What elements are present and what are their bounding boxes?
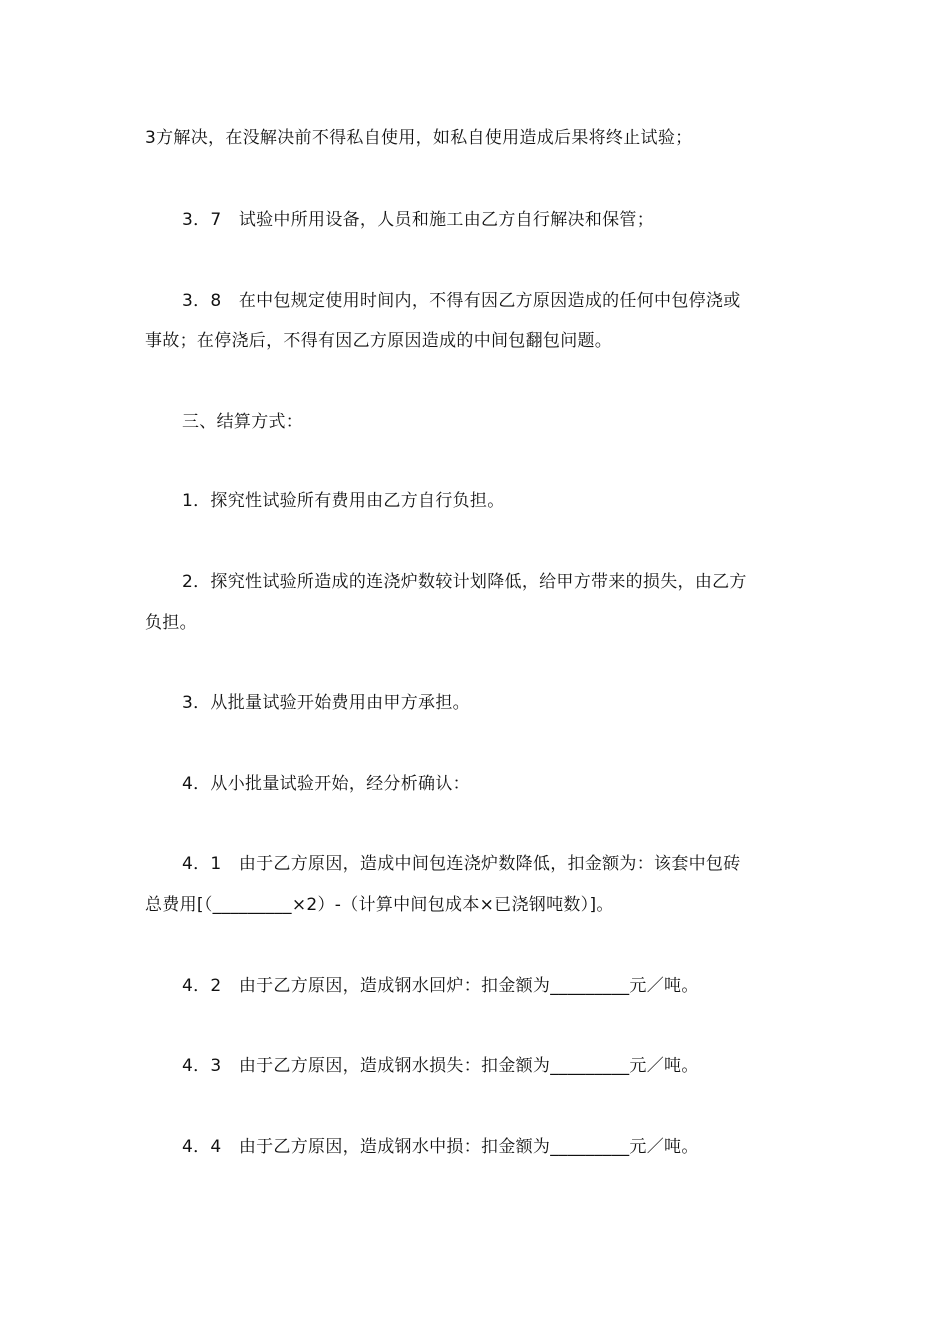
clause-3-7: 3．7 试验中所用设备，人员和施工由乙方自行解决和保管；: [182, 210, 655, 230]
clause-4-4: 4．4 由于乙方原因，造成钢水中损：扣金额为_________元／吨。: [182, 1137, 699, 1157]
clause-4-3: 4．3 由于乙方原因，造成钢水损失：扣金额为_________元／吨。: [182, 1056, 699, 1076]
section-heading-settlement: 三、结算方式：: [182, 412, 304, 432]
paragraph-line: 3方解决，在没解决前不得私自使用，如私自使用造成后果将终止试验；: [145, 128, 693, 148]
paragraph-line: 事故；在停浇后，不得有因乙方原因造成的中间包翻包问题。: [145, 331, 613, 351]
clause-4-2: 4．2 由于乙方原因，造成钢水回炉：扣金额为_________元／吨。: [182, 976, 699, 996]
item-1: 1．探究性试验所有费用由乙方自行负担。: [182, 491, 505, 511]
clause-3-8: 3．8 在中包规定使用时间内，不得有因乙方原因造成的任何中包停浇或: [182, 291, 741, 311]
paragraph-line: 总费用[（_________×2）-（计算中间包成本×已浇钢吨数）]。: [145, 895, 614, 915]
paragraph-line: 负担。: [145, 613, 197, 633]
item-4: 4．从小批量试验开始，经分析确认：: [182, 774, 470, 794]
item-3: 3．从批量试验开始费用由甲方承担。: [182, 693, 470, 713]
item-2: 2．探究性试验所造成的连浇炉数较计划降低，给甲方带来的损失，由乙方: [182, 572, 747, 592]
clause-4-1: 4．1 由于乙方原因，造成中间包连浇炉数降低，扣金额为：该套中包砖: [182, 854, 741, 874]
